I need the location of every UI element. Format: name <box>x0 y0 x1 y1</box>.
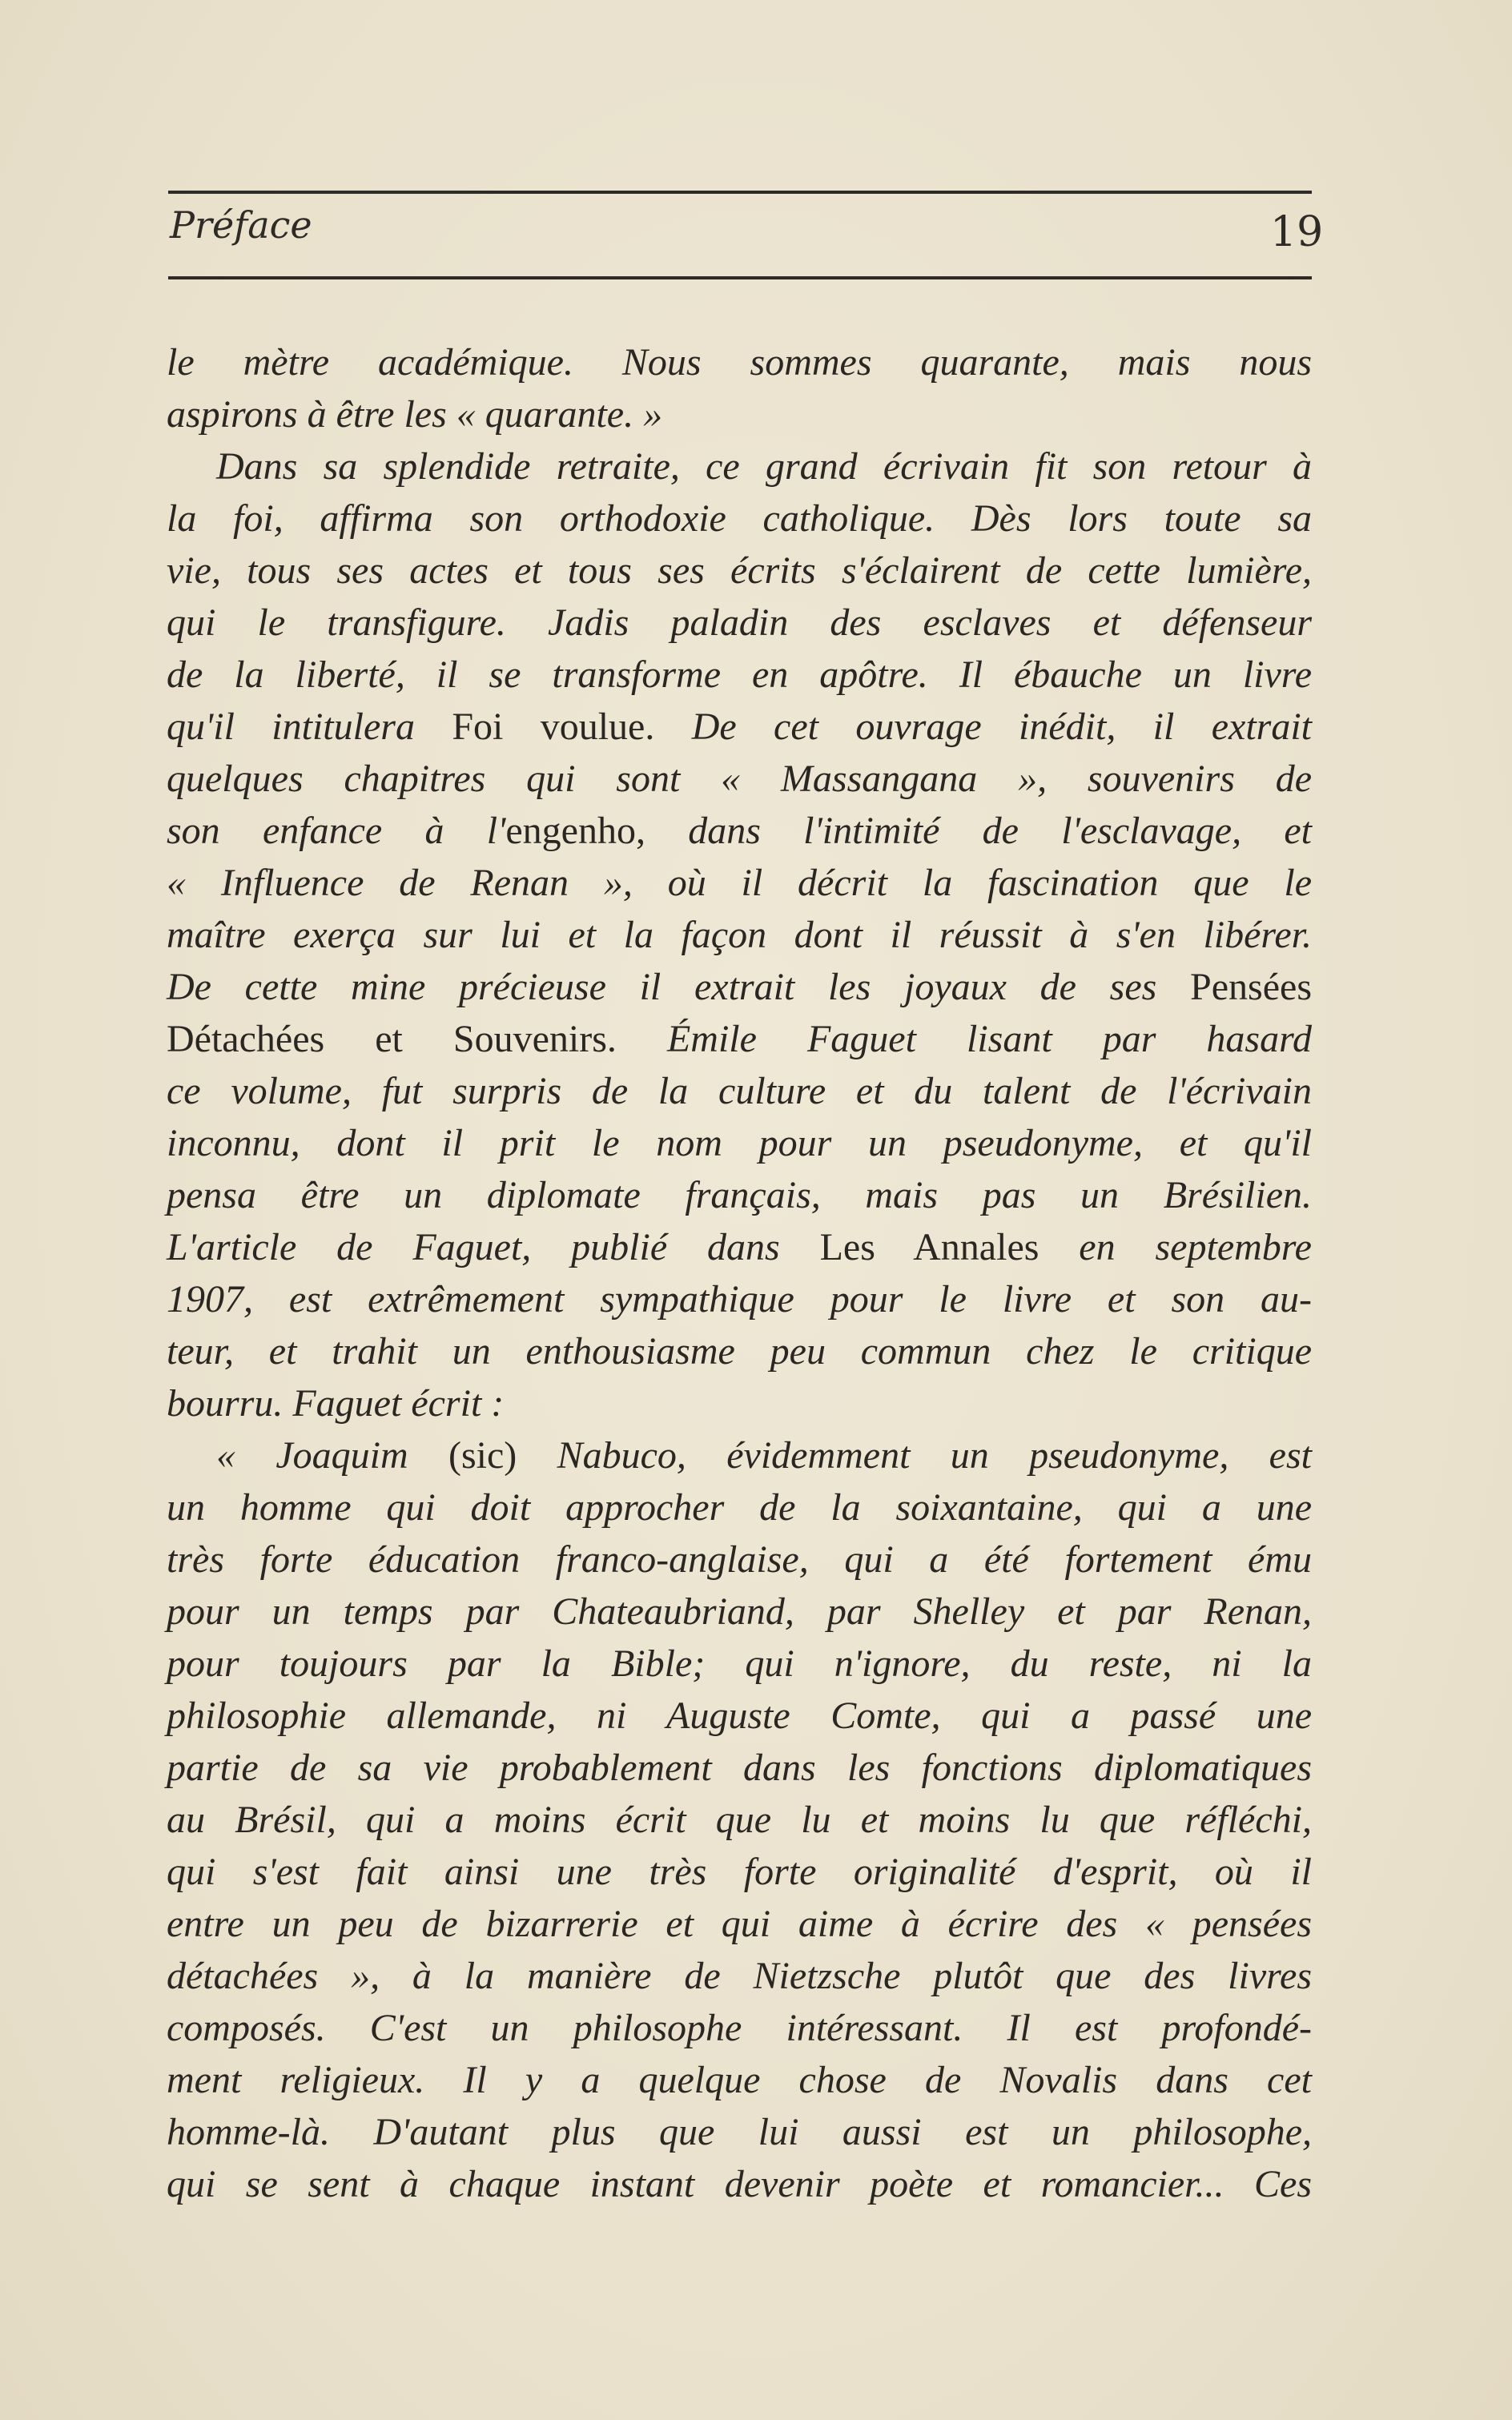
text-line <box>167 2002 1312 2054</box>
italic-text-span: De cet ouvrage inédit, il extrait <box>654 705 1312 748</box>
italic-text-span: ce volume, fut surpris de la culture et du talent de l'écrivain <box>167 1070 1312 1112</box>
text-line <box>167 545 1312 597</box>
roman-text-span: engenho, <box>505 810 645 852</box>
roman-text-span: (sic) <box>448 1434 517 1477</box>
text-line <box>167 2054 1312 2106</box>
italic-text-span: Émile Faguet lisant par hasard <box>616 1018 1313 1060</box>
roman-text-span: Détachées et Souvenirs. <box>167 1018 617 1060</box>
text-line <box>167 1950 1312 2002</box>
text-line <box>167 1534 1312 1586</box>
text-line <box>167 1846 1312 1898</box>
italic-text-span: qui s'est fait ainsi une très forte originalité d'esprit, où il <box>167 1851 1312 1893</box>
italic-text-span: 1907, est extrêmement sympathique pour le livre et son au- <box>167 1278 1312 1321</box>
text-line <box>167 909 1312 961</box>
italic-text-span: « Influence de Renan », où il décrit la fascination que le <box>167 862 1312 904</box>
text-line <box>167 1065 1312 1117</box>
italic-text-span: de la liberté, il se transforme en apôtre. Il ébauche un livre <box>167 653 1312 696</box>
text-line <box>167 701 1312 753</box>
italic-text-span: quelques chapitres qui sont « Massangana », souvenirs de <box>167 758 1312 800</box>
text-line <box>167 1221 1312 1273</box>
italic-text-span: philosophie allemande, ni Auguste Comte, qui a passé une <box>167 1694 1312 1737</box>
text-line <box>167 388 1312 440</box>
italic-text-span: la foi, affirma son orthodoxie catholique. Dès lors toute sa <box>167 497 1312 540</box>
italic-text-span: un homme qui doit approcher de la soixantaine, qui a une <box>167 1486 1312 1529</box>
text-line <box>167 857 1312 909</box>
italic-text-span: très forte éducation franco-anglaise, qui a été fortement ému <box>167 1538 1312 1581</box>
running-title: Préface <box>170 203 312 247</box>
text-line <box>167 1742 1312 1794</box>
text-line <box>167 1325 1312 1377</box>
text-line <box>167 2106 1312 2158</box>
italic-text-span: inconnu, dont il prit le nom pour un pseudonyme, et qu'il <box>167 1122 1312 1164</box>
text-line <box>167 1429 1312 1481</box>
italic-text-span: qu'il intitulera <box>167 705 452 748</box>
text-line <box>167 753 1312 805</box>
italic-text-span: homme-là. D'autant plus que lui aussi est un philosophe, <box>167 2111 1312 2153</box>
roman-text-span: Pensées <box>1190 966 1312 1008</box>
italic-text-span: pour un temps par Chateaubriand, par Shelley et par Renan, <box>167 1590 1312 1633</box>
text-line <box>167 1690 1312 1742</box>
text-line <box>167 1273 1312 1325</box>
italic-text-span: partie de sa vie probablement dans les fonctions diplomatiques <box>167 1747 1312 1789</box>
page-number: 19 <box>1270 208 1324 256</box>
text-line <box>167 440 1312 492</box>
italic-text-span: en septembre <box>1039 1226 1312 1268</box>
italic-text-span: au Brésil, qui a moins écrit que lu et moins lu que réfléchi, <box>167 1799 1312 1841</box>
text-line <box>167 649 1312 701</box>
italic-text-span: maître exerça sur lui et la façon dont il réussit à s'en libérer. <box>167 914 1312 956</box>
italic-text-span: composés. C'est un philosophe intéressant. Il est profondé- <box>167 2007 1312 2049</box>
italic-text-span: ment religieux. Il y a quelque chose de Novalis dans cet <box>167 2059 1312 2101</box>
text-line <box>167 1013 1312 1065</box>
roman-text-span: Foi voulue. <box>452 705 655 748</box>
italic-text-span: bourru. Faguet écrit : <box>167 1382 505 1425</box>
text-line <box>167 1377 1312 1429</box>
text-line <box>167 492 1312 545</box>
italic-text-span: qui se sent à chaque instant devenir poète et romancier... Ces <box>167 2163 1312 2205</box>
italic-text-span: vie, tous ses actes et tous ses écrits s'éclairent de cette lumière, <box>167 549 1312 592</box>
roman-text-span: Les Annales <box>819 1226 1040 1268</box>
italic-text-span: teur, et trahit un enthousiasme peu commun chez le critique <box>167 1330 1312 1373</box>
text-line <box>167 805 1312 857</box>
italic-text-span: détachées », à la manière de Nietzsche plutôt que des livres <box>167 1955 1312 1997</box>
text-line <box>167 1169 1312 1221</box>
italic-text-span: aspirons à être les « quarante. » <box>167 393 663 436</box>
italic-text-span: pour toujours par la Bible; qui n'ignore, du reste, ni la <box>167 1642 1312 1685</box>
text-line <box>167 336 1312 388</box>
text-line <box>167 2158 1312 2210</box>
text-line <box>167 1898 1312 1950</box>
italic-text-span: Nabuco, évidemment un pseudonyme, est <box>517 1434 1312 1477</box>
italic-text-span: pensa être un diplomate français, mais pas un Brésilien. <box>167 1174 1312 1216</box>
text-line <box>167 1586 1312 1638</box>
text-line <box>167 597 1312 649</box>
italic-text-span: L'article de Faguet, publié dans <box>167 1226 820 1268</box>
text-line <box>167 1481 1312 1534</box>
italic-text-span: De cette mine précieuse il extrait les joyaux de ses <box>167 966 1191 1008</box>
text-line <box>167 1794 1312 1846</box>
text-line <box>167 1117 1312 1169</box>
italic-text-span: « Joaquim <box>216 1434 448 1477</box>
body-text <box>167 336 1312 2210</box>
italic-text-span: dans l'intimité de l'esclavage, et <box>645 810 1313 852</box>
text-line <box>167 1638 1312 1690</box>
italic-text-span: le mètre académique. Nous sommes quarante, mais nous <box>167 341 1312 384</box>
italic-text-span: Dans sa splendide retraite, ce grand écrivain fit son retour à <box>216 445 1312 488</box>
italic-text-span: entre un peu de bizarrerie et qui aime à écrire des « pensées <box>167 1903 1312 1945</box>
italic-text-span: qui le transfigure. Jadis paladin des esclaves et défenseur <box>167 601 1312 644</box>
text-line <box>167 961 1312 1013</box>
header-rule-bottom <box>168 276 1312 279</box>
italic-text-span: son enfance à l' <box>167 810 506 852</box>
header-rule-top <box>168 191 1312 194</box>
